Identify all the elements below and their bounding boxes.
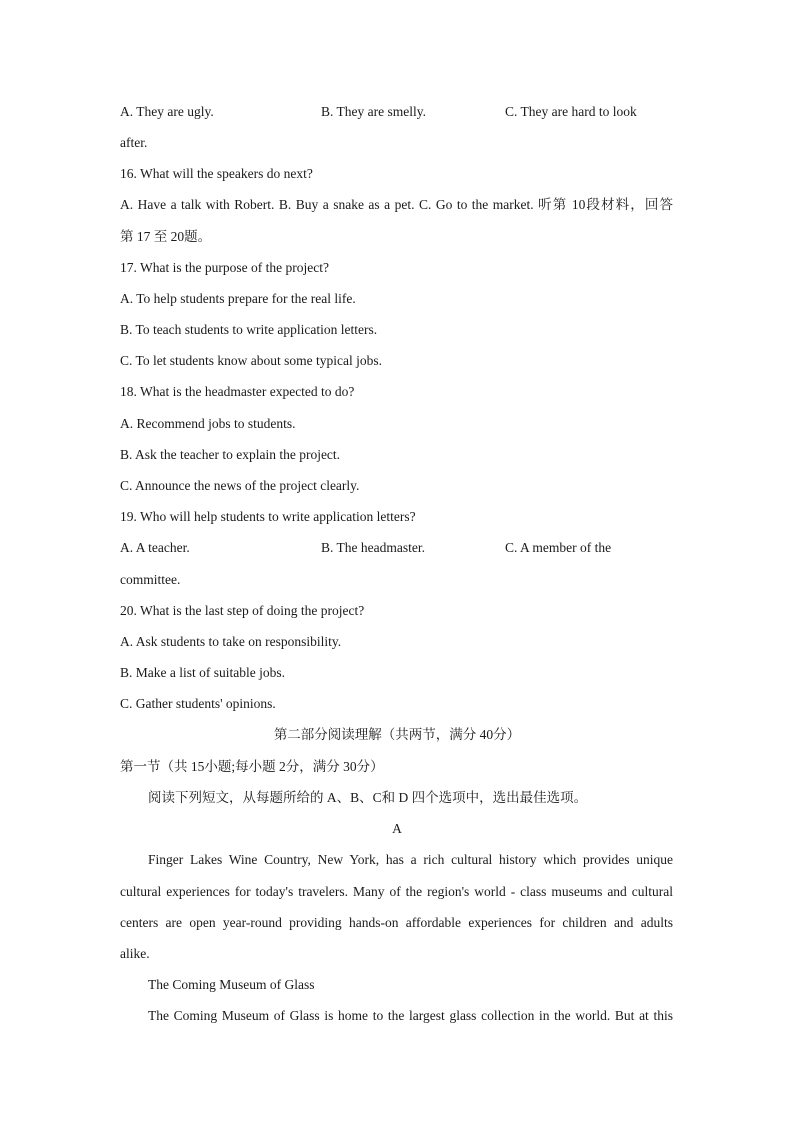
q18-question: 18. What is the headmaster expected to do? — [120, 384, 355, 399]
q19-option-c-continuation: committee. — [120, 572, 181, 587]
reading-instruction: 阅读下列短文，从每题所给的 A、B、C和 D 四个选项中，选出最佳选项。 — [148, 790, 588, 805]
section1-heading: 第一节（共 15小题;每小题 2分，满分 30分） — [120, 759, 384, 774]
q16-question: 16. What will the speakers do next? — [120, 166, 313, 181]
q15-option-a: A. They are ugly. — [120, 104, 214, 119]
q15-option-c-continuation: after. — [120, 135, 148, 150]
q19-question: 19. Who will help students to write application letters? — [120, 509, 416, 524]
q20-option-b: B. Make a list of suitable jobs. — [120, 665, 285, 680]
q19-option-b: B. The headmaster. — [321, 540, 425, 555]
q18-option-a: A. Recommend jobs to students. — [120, 416, 296, 431]
passage-p1-line1: Finger Lakes Wine Country, New York, has a rich cultural history which provides unique — [148, 852, 673, 867]
q17-option-a: A. To help students prepare for the real life. — [120, 291, 356, 306]
passage-p1-line3: centers are open year-round providing hands-on affordable experiences for children and adults — [120, 915, 673, 930]
q20-option-c: C. Gather students' opinions. — [120, 696, 276, 711]
q19-option-a: A. A teacher. — [120, 540, 190, 555]
q15-options-row — [120, 103, 637, 121]
passage-p1-line2: cultural experiences for today's travelers. Many of the region's world - class museums and cultural — [120, 884, 673, 899]
passage-label: A — [392, 821, 402, 836]
q15-option-b: B. They are smelly. — [321, 104, 426, 119]
passage-p1-line4: alike. — [120, 946, 150, 961]
q18-option-c: C. Announce the news of the project clearly. — [120, 478, 360, 493]
q17-option-b: B. To teach students to write application letters. — [120, 322, 378, 337]
q17-option-c: C. To let students know about some typical jobs. — [120, 353, 383, 368]
q20-question: 20. What is the last step of doing the project? — [120, 603, 365, 618]
q20-option-a: A. Ask students to take on responsibility. — [120, 634, 342, 649]
q19-options-row — [120, 539, 612, 557]
passage-p2-line1: The Coming Museum of Glass is home to the largest glass collection in the world. But at this — [148, 1008, 673, 1023]
passage-subheading: The Coming Museum of Glass — [148, 977, 315, 992]
q16-options-continuation: 第 17 至 20题。 — [120, 229, 212, 244]
q19-option-c: C. A member of the — [505, 540, 612, 555]
q17-question: 17. What is the purpose of the project? — [120, 260, 329, 275]
part2-heading: 第二部分阅读理解（共两节，满分 40分） — [273, 727, 521, 742]
q15-option-c: C. They are hard to look — [505, 104, 637, 119]
q16-options: A. Have a talk with Robert. B. Buy a snake as a pet. C. Go to the market. 听第 10段材料，回答 — [120, 197, 673, 212]
q18-option-b: B. Ask the teacher to explain the project. — [120, 447, 341, 462]
